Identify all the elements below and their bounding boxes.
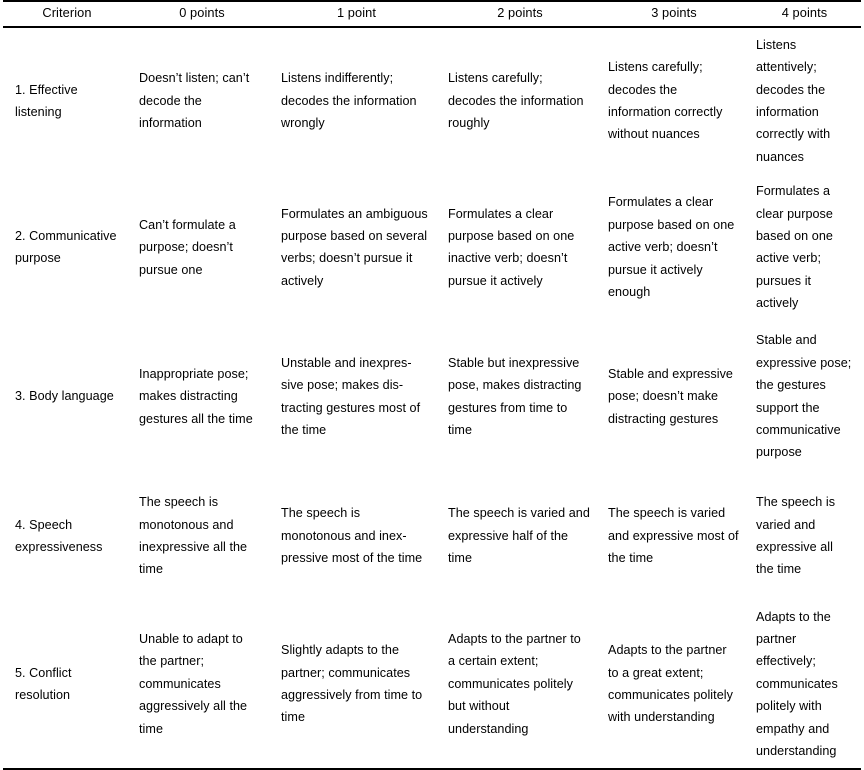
descriptor-cell: Listens attentively; decodes the information correctly with nuances bbox=[756, 37, 831, 164]
descriptor-cell: Adapts to the partner to a certain extent; communicates politely but without understanding bbox=[448, 631, 581, 736]
descriptor-cell: Stable but inexpressive pose, makes distracting gestures from time to time bbox=[448, 355, 582, 437]
criterion-label: 4. Speech expressiveness bbox=[15, 517, 103, 555]
column-header-2-points: 2 points bbox=[497, 5, 543, 20]
descriptor-cell: The speech is varied and expressive most of the time bbox=[608, 506, 739, 566]
header-row bbox=[3, 1, 861, 27]
descriptor-cell: Formulates an ambiguous purpose based on several verbs; doesn’t pursue it actively bbox=[281, 206, 428, 288]
descriptor-cell: The speech is monotonous and inex-pressive most of the time bbox=[281, 506, 423, 566]
column-header-criterion: Criterion bbox=[42, 5, 92, 20]
table-row bbox=[3, 473, 861, 600]
descriptor-cell: Doesn’t listen; can’t decode the information bbox=[139, 71, 250, 131]
descriptor-cell: Stable and expressive pose; doesn’t make distracting gestures bbox=[608, 366, 733, 426]
table-row bbox=[3, 27, 861, 174]
descriptor-cell: The speech is monotonous and inexpressive all the time bbox=[139, 495, 248, 577]
descriptor-cell: The speech is varied and expressive all the time bbox=[756, 495, 836, 577]
table-row bbox=[3, 321, 861, 473]
column-header-3-points: 3 points bbox=[651, 5, 697, 20]
descriptor-cell: Formulates a clear purpose based on one inactive verb; doesn’t pursue it actively bbox=[448, 206, 575, 288]
criterion-label: 1. Effective listening bbox=[15, 82, 78, 119]
table-header bbox=[3, 1, 861, 27]
descriptor-cell: Unstable and inexpres-sive pose; makes dis-tracting gestures most of the time bbox=[281, 355, 421, 437]
table-row bbox=[3, 600, 861, 770]
criterion-label: 5. Conflict resolution bbox=[15, 665, 72, 702]
descriptor-cell: Inappropriate pose; makes distracting gestures all the time bbox=[139, 366, 253, 426]
assessment-rubric-table bbox=[3, 0, 861, 770]
descriptor-cell: Listens carefully; decodes the information roughly bbox=[448, 71, 584, 131]
descriptor-cell: Stable and expressive pose; the gestures support the communicative purpose bbox=[756, 333, 852, 460]
criterion-label: 3. Body language bbox=[15, 389, 114, 404]
descriptor-cell: Slightly adapts to the partner; communicates aggressively from time to time bbox=[281, 643, 423, 725]
descriptor-cell: Listens indifferently; decodes the information wrongly bbox=[281, 71, 417, 131]
column-header-1-point: 1 point bbox=[336, 5, 377, 20]
criterion-label: 2. Communicative purpose bbox=[15, 228, 117, 266]
column-header-0-points: 0 points bbox=[179, 5, 225, 20]
descriptor-cell: Unable to adapt to the partner; communicates aggressively all the time bbox=[139, 631, 248, 736]
table-body bbox=[3, 27, 861, 770]
descriptor-cell: Adapts to the partner to a great extent; communicates politely with understanding bbox=[608, 643, 733, 725]
descriptor-cell: Formulates a clear purpose based on one active verb; pursues it actively bbox=[756, 184, 833, 311]
descriptor-cell: Adapts to the partner effectively; communicates politely with empathy and understanding bbox=[756, 609, 838, 759]
table-row bbox=[3, 174, 861, 320]
descriptor-cell: Can’t formulate a purpose; doesn’t pursue one bbox=[139, 217, 236, 277]
column-header-4-points: 4 points bbox=[781, 5, 828, 20]
descriptor-cell: Listens carefully; decodes the information correctly without nuances bbox=[608, 60, 723, 142]
descriptor-cell: Formulates a clear purpose based on one active verb; doesn’t pursue it actively enough bbox=[608, 195, 735, 299]
descriptor-cell: The speech is varied and expressive half of the time bbox=[448, 506, 590, 566]
